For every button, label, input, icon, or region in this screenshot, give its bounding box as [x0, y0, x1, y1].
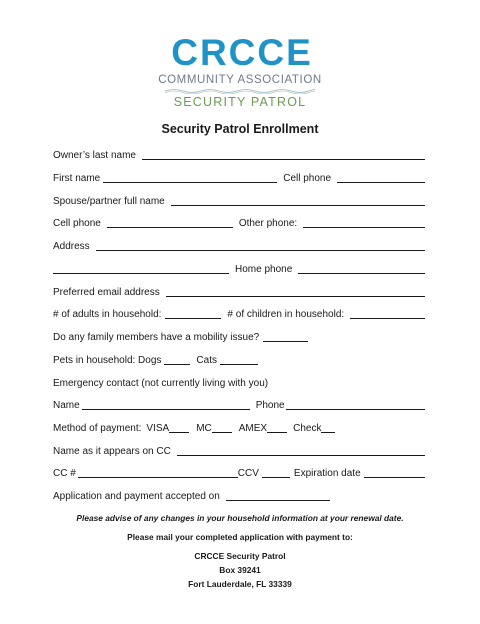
email-label: Preferred email address — [53, 287, 160, 298]
adults-label: # of adults in household: — [53, 309, 162, 320]
spouse-field[interactable] — [171, 205, 425, 206]
children-label: # of children in household: — [227, 309, 345, 320]
mailing-address-line-2: Box 39241 — [219, 565, 261, 575]
cell-phone-field[interactable] — [337, 182, 425, 183]
ccv-label: CCV — [237, 468, 259, 479]
owners-last-name-field[interactable] — [142, 159, 425, 160]
row-address-2 — [53, 261, 425, 276]
accepted-on-field[interactable] — [226, 500, 330, 501]
home-phone-field[interactable] — [298, 273, 425, 274]
mail-instructions: Please mail your completed application with payment to: — [127, 532, 353, 542]
row-email — [53, 284, 425, 299]
first-name-field[interactable] — [103, 182, 277, 183]
cell-phone-label: Cell phone — [283, 173, 332, 184]
expiration-label: Expiration date — [293, 468, 361, 479]
address-field[interactable] — [96, 250, 425, 251]
cats-label: Cats — [196, 355, 217, 366]
mobility-label: Do any family members have a mobility issue? — [53, 332, 260, 343]
row-first-name — [53, 170, 425, 185]
cc-number-field[interactable] — [78, 477, 238, 478]
adults-field[interactable] — [165, 318, 221, 319]
other-phone-field[interactable] — [303, 227, 425, 228]
form-title: Security Patrol Enrollment — [161, 122, 319, 136]
logo-subtitle: COMMUNITY ASSOCIATION — [158, 74, 322, 86]
phone-label: Phone — [255, 400, 285, 411]
mobility-field[interactable] — [263, 341, 308, 342]
email-field[interactable] — [166, 296, 425, 297]
amex-label: AMEX — [238, 423, 268, 434]
row-owners-last-name — [53, 147, 425, 162]
row-emergency — [53, 397, 425, 412]
first-name-label: First name — [53, 173, 101, 184]
row-emergency-heading — [53, 375, 425, 390]
mailing-address-line-1: CRCCE Security Patrol — [194, 551, 286, 561]
visa-label: VISA — [146, 423, 170, 434]
cats-field[interactable] — [220, 364, 258, 365]
cell-phone-2-label: Cell phone — [53, 218, 101, 229]
wave-icon — [165, 88, 315, 94]
name-label: Name — [53, 400, 80, 411]
visa-field[interactable] — [169, 432, 189, 433]
cc-number-label: CC # — [53, 468, 76, 479]
row-mobility — [53, 329, 425, 344]
ccv-field[interactable] — [262, 477, 290, 478]
emergency-phone-field[interactable] — [286, 409, 425, 410]
check-field[interactable] — [321, 432, 335, 433]
row-address — [53, 238, 425, 253]
row-cc — [53, 465, 425, 480]
accepted-on-label: Application and payment accepted on — [53, 491, 220, 502]
logo-tagline: SECURITY PATROL — [173, 95, 307, 109]
row-cell-other — [53, 215, 425, 230]
row-name-on-cc — [53, 443, 425, 458]
dogs-field[interactable] — [164, 364, 190, 365]
mailing-address-line-3: Fort Lauderdale, FL 33339 — [188, 579, 292, 589]
check-label: Check — [293, 423, 322, 434]
expiration-field[interactable] — [364, 477, 425, 478]
mc-field[interactable] — [212, 432, 232, 433]
emergency-name-field[interactable] — [82, 409, 250, 410]
name-on-cc-label: Name as it appears on CC — [53, 446, 171, 457]
owners-last-name-label: Owner’s last name — [53, 150, 136, 161]
row-household — [53, 306, 425, 321]
emergency-contact-label: Emergency contact (not currently living with you) — [53, 378, 269, 389]
dogs-label: Pets in household: Dogs — [53, 355, 162, 366]
row-spouse — [53, 193, 425, 208]
children-field[interactable] — [350, 318, 425, 319]
home-phone-label: Home phone — [235, 264, 293, 275]
spouse-label: Spouse/partner full name — [53, 196, 165, 207]
amex-field[interactable] — [267, 432, 287, 433]
logo-wordmark: CRCCE — [171, 32, 313, 73]
renewal-notice: Please advise of any changes in your household information at your renewal date. — [76, 513, 404, 523]
mc-label: MC — [196, 423, 212, 434]
name-on-cc-field[interactable] — [177, 455, 425, 456]
address-label: Address — [53, 241, 90, 252]
row-pets — [53, 352, 425, 367]
row-accepted — [53, 488, 425, 503]
address-line-2-field[interactable] — [53, 273, 229, 274]
row-payment — [53, 420, 425, 435]
crcce-logo — [0, 34, 480, 109]
other-phone-label: Other phone: — [238, 218, 298, 229]
payment-label: Method of payment: — [53, 423, 142, 434]
cell-phone-2-field[interactable] — [107, 227, 233, 228]
